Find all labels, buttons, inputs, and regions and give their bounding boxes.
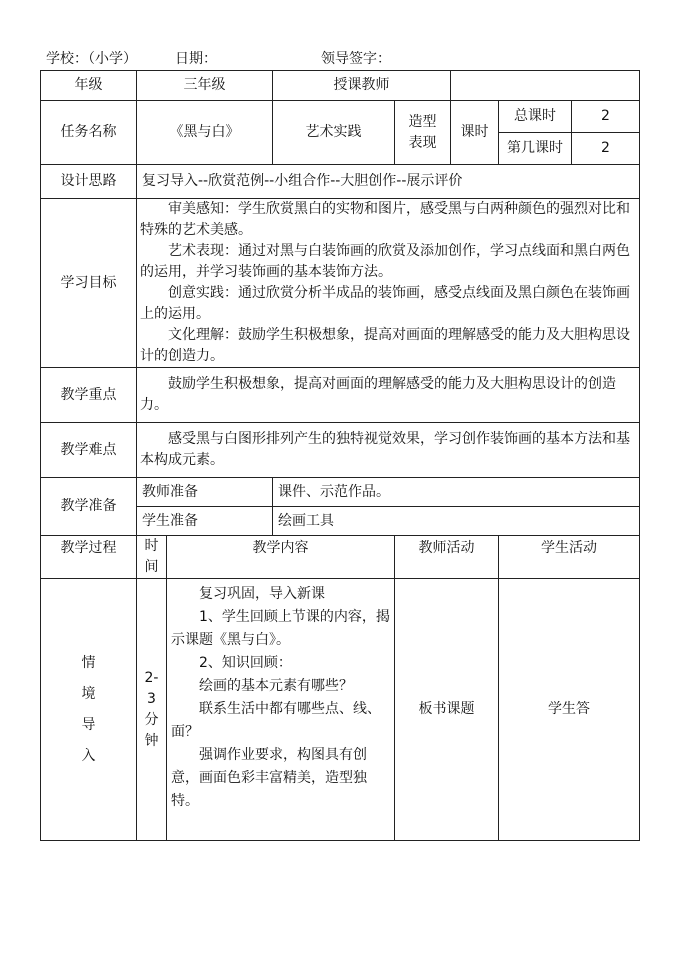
difficulty-label: 教学难点	[41, 423, 137, 478]
key-value: 鼓励学生积极想象，提高对画面的理解感受的能力及大胆构思设计的创造力。	[140, 376, 616, 413]
task-row-top	[41, 101, 640, 133]
stage-time	[137, 579, 167, 841]
date-field: 日期：	[175, 51, 217, 67]
design-value: 复习导入--欣赏范例--小组合作--大胆创作--展示评价	[137, 165, 640, 199]
which-hour-value: 2	[572, 133, 640, 165]
difficulty-row	[41, 423, 640, 478]
difficulty-cell	[137, 423, 640, 478]
content-line: 复习巩固，导入新课	[199, 586, 325, 602]
time-header-line1: 时	[144, 538, 159, 554]
total-hours-value: 2	[572, 101, 640, 133]
process-header-row	[41, 536, 640, 579]
hours-label: 课时	[451, 101, 499, 165]
stage-char: 情	[81, 654, 96, 671]
modeling-line1: 造型	[408, 113, 437, 130]
stage-content	[167, 579, 395, 841]
key-row	[41, 368, 640, 423]
school-field: 学校：（小学）	[46, 51, 137, 67]
teacher-label: 授课教师	[273, 71, 451, 101]
stage-char: 导	[81, 716, 96, 733]
goal-creative: 创意实践：通过欣赏分析半成品的装饰画，感受点线面及黑白颜色在装饰画上的运用。	[140, 285, 630, 322]
time-char: 钟	[144, 732, 159, 749]
modeling-line2: 表现	[408, 134, 437, 151]
goal-culture: 文化理解：鼓励学生积极想象，提高对画面的理解感受的能力及大胆构思设计的创造力。	[140, 327, 630, 364]
design-row	[41, 165, 640, 199]
student-activity-header: 学生活动	[499, 536, 640, 579]
key-cell	[137, 368, 640, 423]
content-line: 强调作业要求，构图具有创意，画面色彩丰富精美，造型独特。	[171, 747, 367, 809]
goals-row	[41, 199, 640, 368]
content-line: 联系生活中都有哪些点、线、面？	[171, 701, 381, 740]
modeling-label	[395, 101, 451, 165]
content-line: 2、知识回顾：	[199, 655, 292, 671]
time-char: 分	[144, 711, 159, 728]
student-activity: 学生答	[499, 579, 640, 841]
student-prep-label: 学生准备	[137, 507, 273, 536]
design-label: 设计思路	[41, 165, 137, 199]
stage-row	[41, 579, 640, 841]
teacher-value	[451, 71, 640, 101]
content-header: 教学内容	[167, 536, 395, 579]
goal-expression: 艺术表现：通过对黑与白装饰画的欣赏及添加创作，学习点线面和黑白两色的运用，并学习装饰画的基本装饰方法。	[140, 243, 630, 280]
grade-value: 三年级	[137, 71, 273, 101]
task-label: 任务名称	[41, 101, 137, 165]
goals-label: 学习目标	[41, 199, 137, 368]
stage-name	[41, 579, 137, 841]
lesson-plan-table	[40, 70, 640, 841]
time-header-line2: 间	[144, 559, 159, 575]
process-label: 教学过程	[41, 536, 137, 579]
goal-aesthetic: 审美感知：学生欣赏黑白的实物和图片，感受黑与白两种颜色的强烈对比和特殊的艺术美感。	[140, 201, 630, 238]
time-char: 2-	[144, 669, 159, 686]
content-line: 1、学生回顾上节课的内容，揭示课题《黑与白》。	[171, 609, 390, 648]
stage-char: 境	[81, 685, 96, 702]
grade-row	[41, 71, 640, 101]
time-header	[137, 536, 167, 579]
goals-cell	[137, 199, 640, 368]
stage-char: 入	[81, 747, 96, 764]
which-hour-label: 第几课时	[499, 133, 572, 165]
difficulty-value: 感受黑与白图形排列产生的独特视觉效果，学习创作装饰画的基本方法和基本构成元素。	[140, 431, 630, 468]
content-line: 绘画的基本元素有哪些？	[199, 678, 353, 694]
teacher-activity: 板书课题	[395, 579, 499, 841]
time-char: 3	[147, 690, 156, 707]
art-practice-label: 艺术实践	[273, 101, 395, 165]
key-label: 教学重点	[41, 368, 137, 423]
teacher-prep-label: 教师准备	[137, 478, 273, 507]
leader-signature-field: 领导签字：	[321, 51, 391, 67]
student-prep-value: 绘画工具	[273, 507, 640, 536]
grade-label: 年级	[41, 71, 137, 101]
prep-row-teacher	[41, 478, 640, 507]
task-value: 《黑与白》	[137, 101, 273, 165]
teacher-prep-value: 课件、示范作品。	[273, 478, 640, 507]
prep-label: 教学准备	[41, 478, 137, 536]
teacher-activity-header: 教师活动	[395, 536, 499, 579]
total-hours-label: 总课时	[499, 101, 572, 133]
